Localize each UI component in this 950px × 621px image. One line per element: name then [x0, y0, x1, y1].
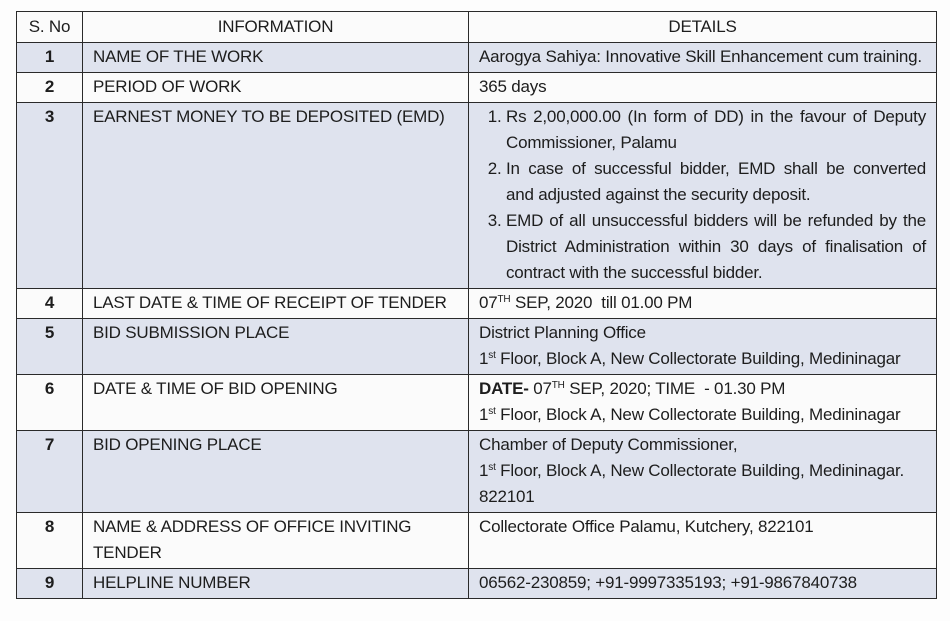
date-suffix: TH — [497, 294, 511, 305]
address-line — [479, 458, 926, 484]
date-day: 07 — [528, 379, 552, 398]
row-information: LAST DATE & TIME OF RECEIPT OF TENDER — [83, 289, 469, 319]
row-details — [469, 431, 937, 513]
table-row — [17, 73, 937, 103]
date-day: 07 — [479, 293, 498, 312]
table-row — [17, 43, 937, 73]
floor-suffix: st — [488, 462, 496, 473]
emd-item: 2. In case of successful bidder, EMD shall be converted and adjusted against the security deposit. — [506, 156, 926, 208]
row-information: DATE & TIME OF BID OPENING — [83, 375, 469, 431]
row-information: PERIOD OF WORK — [83, 73, 469, 103]
table-row — [17, 513, 937, 569]
row-information: BID SUBMISSION PLACE — [83, 319, 469, 375]
address-rest: Floor, Block A, New Collectorate Building, Medininagar. — [495, 461, 905, 480]
date-rest: SEP, 2020 till 01.00 PM — [510, 293, 693, 312]
table-row — [17, 375, 937, 431]
floor-number: 1 — [479, 461, 489, 480]
row-number: 8 — [17, 513, 83, 569]
row-information: NAME OF THE WORK — [83, 43, 469, 73]
row-number: 9 — [17, 569, 83, 599]
row-details: Collectorate Office Palamu, Kutchery, 822101 — [469, 513, 937, 569]
tender-information-table — [16, 11, 937, 599]
emd-item: 1. Rs 2,00,000.00 (In form of DD) in the favour of Deputy Commissioner, Palamu — [506, 104, 926, 156]
row-details — [469, 319, 937, 375]
header-sno: S. No — [17, 12, 83, 43]
row-details — [469, 375, 937, 431]
office-name: District Planning Office — [479, 323, 646, 342]
row-information: HELPLINE NUMBER — [83, 569, 469, 599]
address-line — [479, 402, 926, 428]
table-row — [17, 431, 937, 513]
date-label: DATE- — [479, 379, 529, 398]
row-number: 7 — [17, 431, 83, 513]
row-information: NAME & ADDRESS OF OFFICE INVITING TENDER — [83, 513, 469, 569]
floor-suffix: st — [488, 406, 496, 417]
date-rest: SEP, 2020; TIME - 01.30 PM — [564, 379, 786, 398]
row-number: 5 — [17, 319, 83, 375]
header-row — [17, 12, 937, 43]
row-details — [469, 289, 937, 319]
row-details — [469, 103, 937, 289]
header-information: INFORMATION — [83, 12, 469, 43]
table-row — [17, 319, 937, 375]
emd-item: 3. EMD of all unsuccessful bidders will be refunded by the District Administration within 30 days of finalisation of contract with the successful bidder. — [506, 208, 926, 286]
row-details: Aarogya Sahiya: Innovative Skill Enhancement cum training. — [469, 43, 937, 73]
row-number: 6 — [17, 375, 83, 431]
floor-number: 1 — [479, 349, 489, 368]
emd-list — [479, 104, 926, 286]
header-details: DETAILS — [469, 12, 937, 43]
row-details: 06562-230859; +91-9997335193; +91-9867840738 — [469, 569, 937, 599]
table-row — [17, 289, 937, 319]
table-row — [17, 103, 937, 289]
row-number: 2 — [17, 73, 83, 103]
floor-number: 1 — [479, 405, 489, 424]
row-information: BID OPENING PLACE — [83, 431, 469, 513]
row-details: 365 days — [469, 73, 937, 103]
row-information: EARNEST MONEY TO BE DEPOSITED (EMD) — [83, 103, 469, 289]
table-row — [17, 569, 937, 599]
chamber-name: Chamber of Deputy Commissioner, — [479, 435, 738, 454]
address-rest: Floor, Block A, New Collectorate Building, Medininagar — [495, 405, 901, 424]
opening-datetime — [479, 376, 926, 402]
date-suffix: TH — [551, 380, 565, 391]
floor-suffix: st — [488, 350, 496, 361]
address-rest: Floor, Block A, New Collectorate Building, Medininagar — [495, 349, 901, 368]
pin-code: 822101 — [479, 487, 535, 506]
address-line — [479, 346, 926, 372]
row-number: 4 — [17, 289, 83, 319]
row-number: 3 — [17, 103, 83, 289]
row-number: 1 — [17, 43, 83, 73]
